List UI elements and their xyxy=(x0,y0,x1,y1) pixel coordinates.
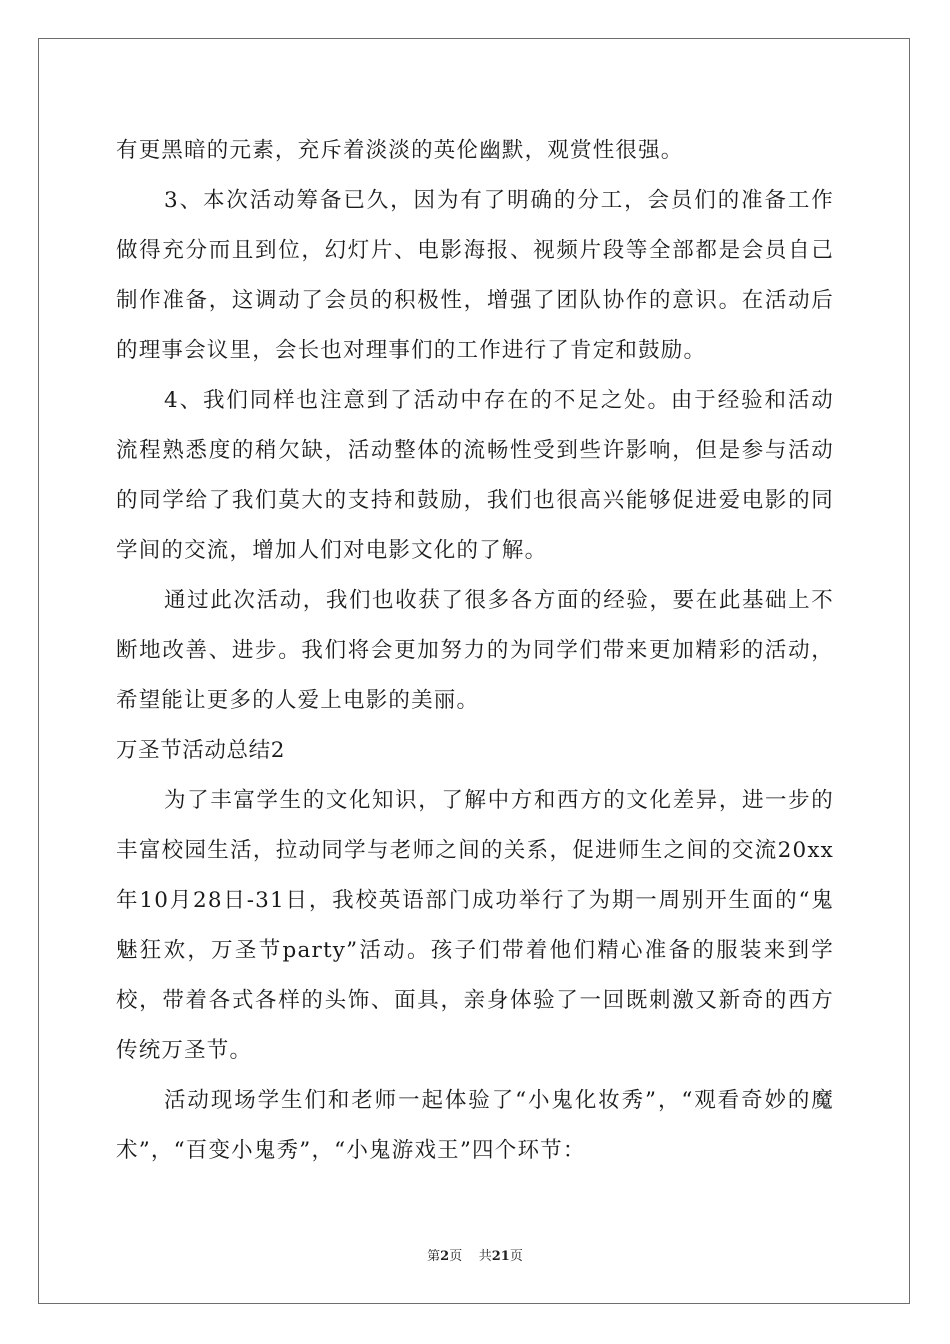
paragraph-point-4: 4、我们同样也注意到了活动中存在的不足之处。由于经验和活动流程熟悉度的稍欠缺，活动整体的流畅性受到些许影响，但是参与活动的同学给了我们莫大的支持和鼓励，我们也很高兴能够促进爱电影的同学间的交流，增加人们对电影文化的了解。 xyxy=(116,388,834,563)
footer-page-unit: 页 xyxy=(449,1249,463,1264)
footer-total-prefix: 共 xyxy=(478,1249,492,1264)
footer-current-page: 2 xyxy=(440,1249,450,1264)
paragraph-intro: 为了丰富学生的文化知识，了解中方和西方的文化差异，进一步的丰富校园生活，拉动同学与老师之间的关系，促进师生之间的交流20xx年10月28日-31日，我校英语部门成功举行了为期一周别开生面的“鬼魅狂欢，万圣节party”活动。孩子们带着他们精心准备的服装来到学校，带着各式各样的头饰、面具，亲身体验了一回既刺激又新奇的西方传统万圣节。 xyxy=(116,788,834,1063)
footer-total-pages: 21 xyxy=(491,1249,510,1264)
footer-page-prefix: 第 xyxy=(427,1249,441,1264)
paragraph-activities: 活动现场学生们和老师一起体验了“小鬼化妆秀”，“观看奇妙的魔术”，“百变小鬼秀”，“小鬼游戏王”四个环节： xyxy=(116,1088,834,1163)
footer-total-unit: 页 xyxy=(509,1249,523,1264)
page-footer xyxy=(0,1245,950,1264)
document-body xyxy=(116,126,834,1176)
paragraph-point-3: 3、本次活动筹备已久，因为有了明确的分工，会员们的准备工作做得充分而且到位，幻灯片、电影海报、视频片段等全部都是会员自己制作准备，这调动了会员的积极性，增强了团队协作的意识。在活动后的理事会议里，会长也对理事们的工作进行了肯定和鼓励。 xyxy=(116,188,834,363)
paragraph-continuation: 有更黑暗的元素，充斥着淡淡的英伦幽默，观赏性很强。 xyxy=(116,138,684,163)
section-title: 万圣节活动总结2 xyxy=(116,738,285,763)
paragraph-conclusion: 通过此次活动，我们也收获了很多各方面的经验，要在此基础上不断地改善、进步。我们将会更加努力的为同学们带来更加精彩的活动，希望能让更多的人爱上电影的美丽。 xyxy=(116,588,834,713)
